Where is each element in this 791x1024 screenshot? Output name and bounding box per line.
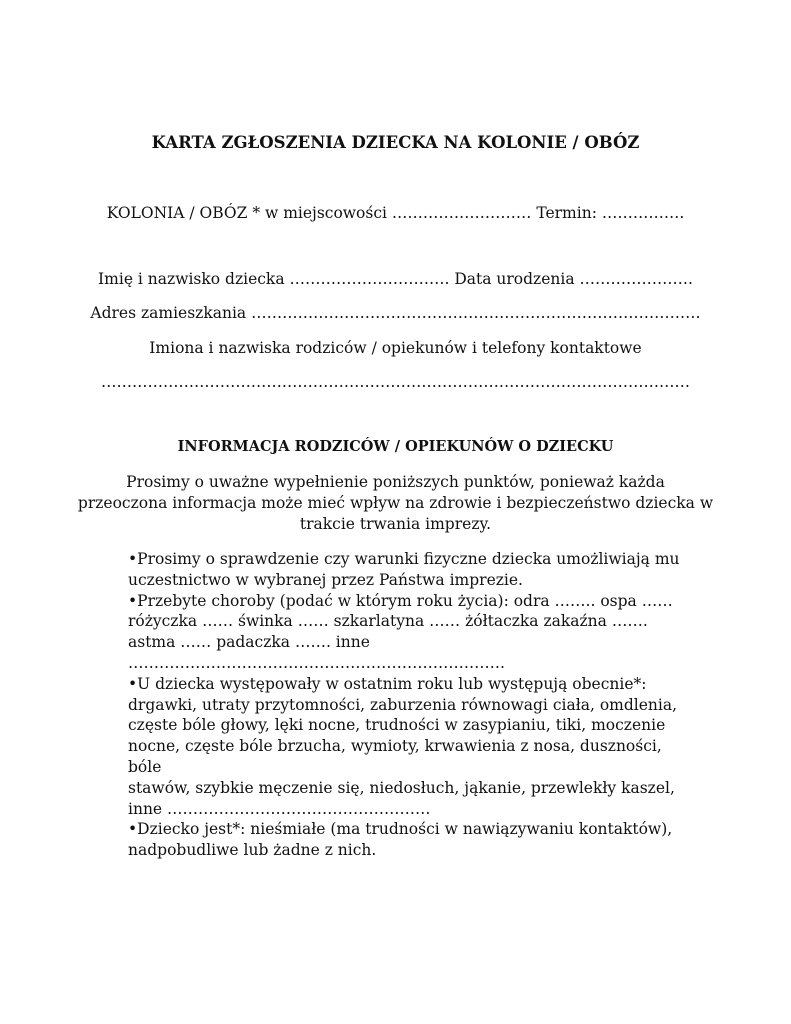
info-bullet-list [128,549,688,861]
bullet-line: stawów, szybkie męczenie się, niedosłuch, jąkanie, przewlekły kaszel, [128,778,675,797]
bullet-line: uczestnictwo w wybranej przez Państwa imprezie. [128,570,523,589]
bullet-line: •Przebyte choroby (podać w którym roku życia): odra …….. ospa …… [128,591,673,610]
bullet-line: ………………………………………………………………. [128,653,505,672]
address-line: Adres zamieszkania …………………………………………………………………………… [90,304,701,322]
info-heading: INFORMACJA RODZICÓW / OPIEKUNÓW O DZIECKU [177,438,614,455]
parents-fill-line: …………………………………………………………………………………………………… [101,373,690,391]
bullet-line: drgawki, utraty przytomności, zaburzenia równowagi ciała, omdlenia, [128,695,678,714]
intro-line-3: trakcie trwania imprezy. [299,515,492,533]
bullet-symptoms [128,674,688,820]
bullet-physical-conditions [128,549,688,591]
bullet-line: różyczka …… świnka …… szkarlatyna …… żółtaczka zakaźna ……. [128,612,648,631]
intro-line-2: przeoczona informacja może mieć wpływ na zdrowie i bezpieczeństwo dziecka w [77,494,714,512]
bullet-past-illnesses [128,591,688,674]
camp-location-line: KOLONIA / OBÓZ * w miejscowości ……………………… Termin: ……………. [106,204,685,222]
child-name-line: Imię i nazwisko dziecka …………………………. Data urodzenia …………………. [98,270,693,288]
bullet-line: inne …………………………………………… [128,799,431,818]
bullet-temperament [128,819,688,861]
bullet-line: częste bóle głowy, lęki nocne, trudności w zasypianiu, tiki, moczenie [128,716,666,735]
form-title: KARTA ZGŁOSZENIA DZIECKA NA KOLONIE / OBÓZ [151,133,640,152]
bullet-line: •Dziecko jest*: nieśmiałe (ma trudności w nawiązywaniu kontaktów), [128,820,673,839]
bullet-line: nocne, częste bóle brzucha, wymioty, krwawienia z nosa, duszności, bóle [128,737,662,776]
parents-label: Imiona i nazwiska rodziców / opiekunów i telefony kontaktowe [149,339,642,357]
bullet-line: •Prosimy o sprawdzenie czy warunki fizyczne dziecka umożliwiają mu [128,550,680,568]
bullet-line: astma …… padaczka ……. inne [128,633,370,652]
bullet-line: •U dziecka występowały w ostatnim roku lub występują obecnie*: [128,674,647,693]
intro-line-1: Prosimy o uważne wypełnienie poniższych punktów, ponieważ każda [126,473,665,491]
bullet-line: nadpobudliwe lub żadne z nich. [128,841,377,860]
